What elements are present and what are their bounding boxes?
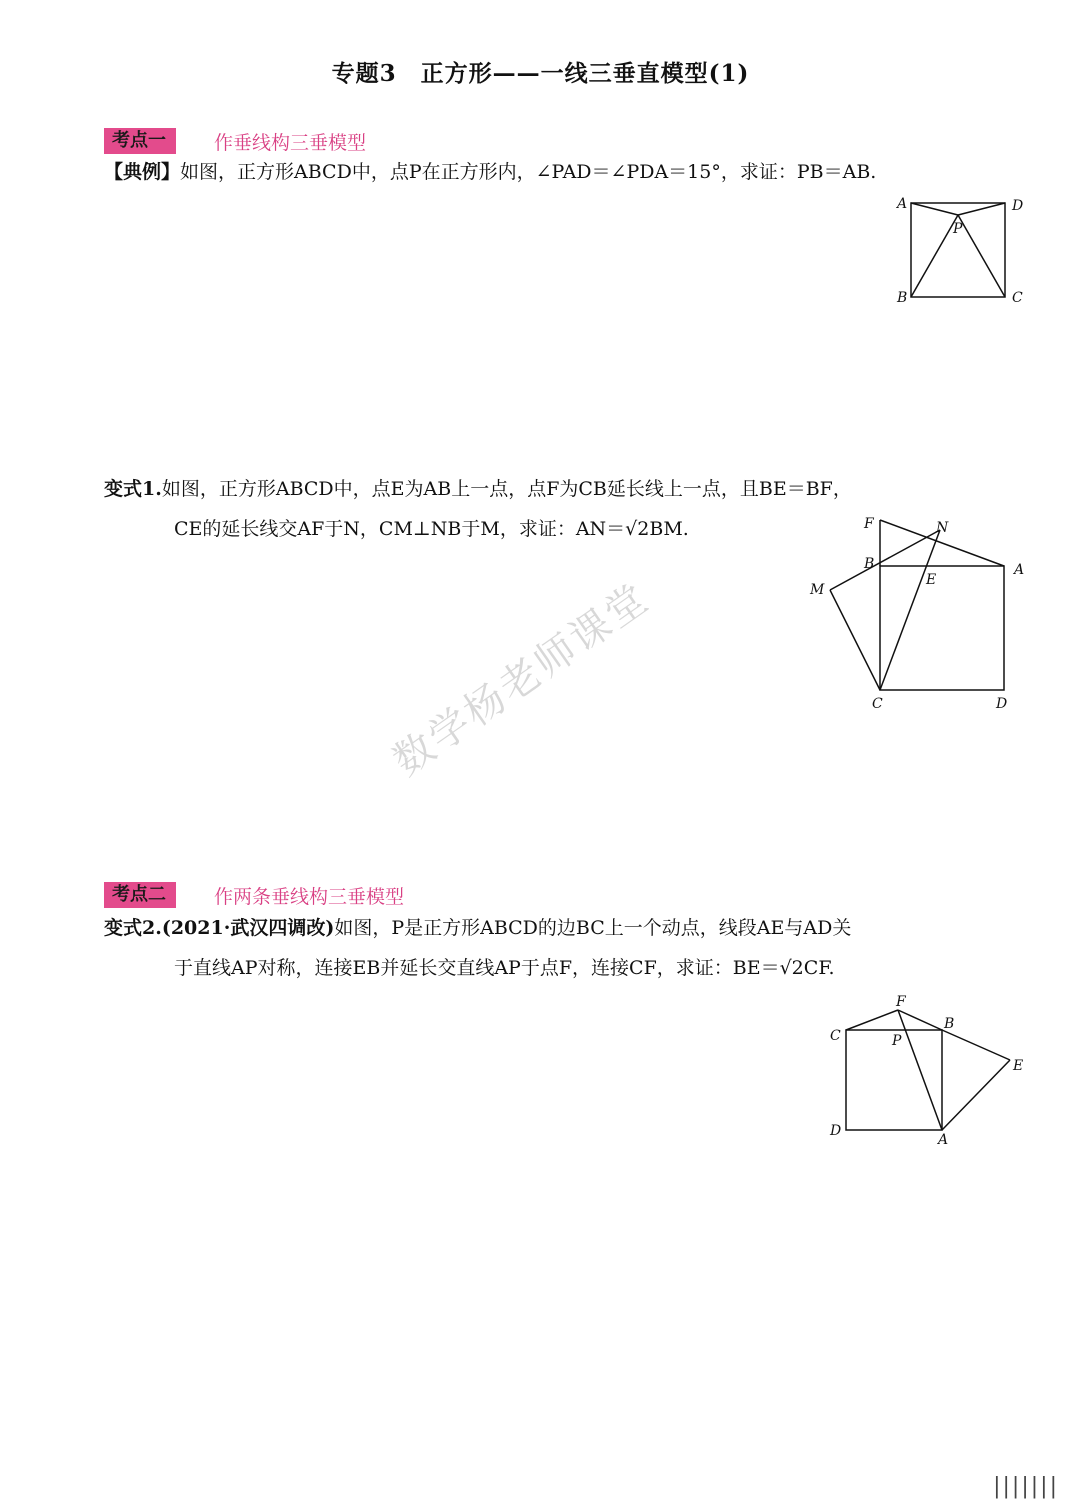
- section-tag-1: 考点一: [104, 128, 176, 154]
- figure-1-square-abcd: [893, 192, 1033, 310]
- label-e: E: [926, 572, 937, 588]
- example-problem: [104, 152, 876, 192]
- label-n: N: [936, 520, 949, 536]
- variant-1-line-1: [104, 469, 852, 509]
- label-c: C: [1012, 290, 1023, 306]
- label-c: C: [830, 1028, 841, 1044]
- label-a: A: [1014, 562, 1025, 578]
- variant-1-line-2: CE的延长线交AF于N，CM⊥NB于M，求证：AN＝√2BM.: [174, 518, 689, 540]
- figure-2-square-bcda: [800, 510, 1040, 720]
- label-b: B: [897, 290, 908, 306]
- variant-2-lead: 变式2.: [104, 917, 162, 939]
- watermark: 数学杨老师课堂: [385, 574, 659, 786]
- label-c: C: [872, 696, 883, 712]
- bottom-marks: |||||||: [993, 1474, 1059, 1499]
- example-lead: 【典例】: [104, 161, 181, 183]
- label-f: F: [896, 994, 906, 1010]
- label-f: F: [864, 516, 874, 532]
- label-b: B: [944, 1016, 955, 1032]
- label-p: P: [892, 1033, 902, 1049]
- label-e: E: [1013, 1058, 1024, 1074]
- section-title-1: 作垂线构三垂模型: [214, 132, 367, 154]
- page-title: 专题3 正方形——一线三垂直模型(1): [331, 60, 750, 87]
- variant-2-source: (2021·武汉四调改): [161, 917, 335, 939]
- label-d: D: [1012, 198, 1024, 214]
- figure-3-square-cbad: [820, 990, 1040, 1150]
- label-d: D: [996, 696, 1008, 712]
- variant-1-text-1: 如图，正方形ABCD中，点E为AB上一点，点F为CB延长线上一点，且BE＝BF，: [161, 478, 852, 500]
- variant-1-lead: 变式1.: [104, 478, 162, 500]
- label-a: A: [938, 1132, 949, 1148]
- section-tag-2: 考点二: [104, 882, 176, 908]
- section-title-2: 作两条垂线构三垂模型: [214, 886, 405, 908]
- label-d: D: [830, 1123, 842, 1139]
- label-b: B: [864, 556, 875, 572]
- label-p: P: [953, 221, 963, 237]
- variant-2-text-1: 如图，P是正方形ABCD的边BC上一个动点，线段AE与AD关: [334, 917, 852, 939]
- variant-2-line-1: [104, 908, 851, 948]
- label-a: A: [897, 196, 908, 212]
- example-text: 如图，正方形ABCD中，点P在正方形内，∠PAD＝∠PDA＝15°，求证：PB＝AB.: [180, 161, 877, 183]
- variant-2-line-2: 于直线AP对称，连接EB并延长交直线AP于点F，连接CF，求证：BE＝√2CF.: [174, 957, 835, 979]
- label-m: M: [810, 582, 825, 598]
